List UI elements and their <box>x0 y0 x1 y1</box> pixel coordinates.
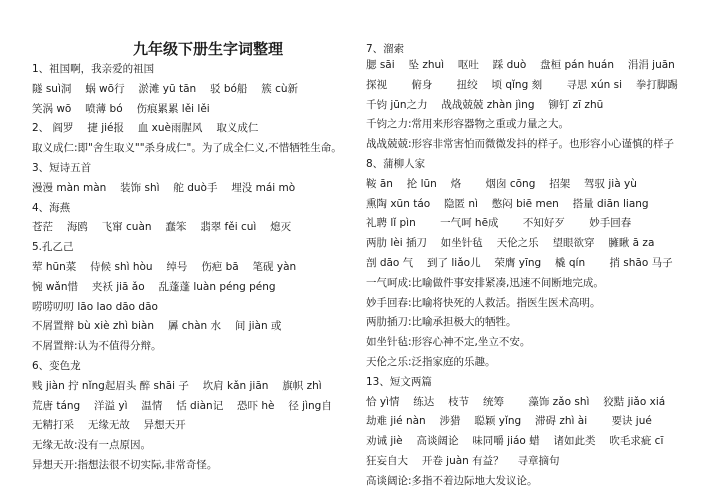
text-line: 惋 wǎn惜 夹袄 jiā ǎo 乱蓬蓬 luàn péng péng <box>32 280 276 293</box>
text-line: 天伦之乐:泛指家庭的乐趣。 <box>366 355 496 368</box>
right-lines <box>366 38 688 492</box>
section-heading: 5.孔乙己 <box>32 241 74 254</box>
text-line: 两肋 lèi 插刀 如坐针毡 天伦之乐 望眼欲穿 臃瞅 ā za <box>366 237 655 250</box>
text-line: 漫漫 màn màn 装饰 shì 舵 duò手 埋没 mái mò <box>32 181 296 194</box>
text-line: 荒唐 táng 洋溢 yì 温情 恬 diàn记 恐吓 hè 径 jìng自 <box>32 399 332 412</box>
text-line: 不屑置辩 bù xiè zhì biàn 羼 chàn 水 间 jiàn 或 <box>32 320 282 333</box>
text-line: 劝诫 jiè 高谈阔论 味同嚼 jiáo 蜡 诸如此类 吹毛求疵 cī <box>366 435 664 448</box>
text-line: 无缘无故:没有一点原因。 <box>32 439 152 452</box>
left-lines <box>32 60 354 476</box>
text-line: 腮 sāi 坠 zhuì 呕吐 踩 duò 盘桓 pán huán 涓涓 juān <box>366 59 675 71</box>
text-line: 如坐针毡:形容心神不定,坐立不安。 <box>366 336 531 349</box>
text-line: 贱 jiàn 拧 nǐng起眉头 醉 shāi 子 坎肩 kǎn jiān 旗帜 zhì <box>32 379 322 392</box>
section-heading: 4、海燕 <box>32 201 71 214</box>
text-line: 高谈阔论:多指不着边际地大发议论。 <box>366 474 538 487</box>
text-line: 千钧 jūn之力 战战兢兢 zhàn jìng 铆钉 zī zhū <box>366 98 604 111</box>
section-heading: 8、蒲柳人家 <box>366 157 426 170</box>
text-line: 熏陶 xūn táo 隐匿 nì 憋闷 biē men 搭量 diān liang <box>366 197 649 210</box>
text-line: 妙手回春:比喻将快死的人救活。指医生医术高明。 <box>366 296 601 309</box>
text-line: 苍茫 海鸥 飞窜 cuàn 蠢笨 翡翠 fěi cuì 熄灭 <box>32 221 292 234</box>
text-line: 荤 hūn菜 侍候 shì hòu 绰号 伤疤 bā 笔砚 yàn <box>32 260 297 273</box>
text-line: 狂妄自大 开卷 juàn 有益？ 寻章摘句 <box>366 454 560 467</box>
text-line: 千钧之力:常用来形容器物之重或力量之大。 <box>366 118 570 131</box>
section-heading: 7、溜索 <box>366 43 405 55</box>
text-line: 劫难 jié nàn 涉猎 聪颖 yǐng 滞碍 zhì ài 要诀 jué <box>366 415 652 428</box>
text-line: 唠唠叨叨 lāo lao dāo dāo <box>32 300 158 313</box>
text-line: 一气呵成:比喻做件事安排紧凑,迅速不间断地完成。 <box>366 276 604 289</box>
text-line: 恰 yì情 练达 枝节 统筹 藻饰 zǎo shì 狡黠 jiǎo xiá <box>366 395 666 408</box>
text-line: 异想天开:指想法很不切实际,非常奇怪。 <box>32 458 218 471</box>
section-heading: 1、祖国啊，我亲爱的祖国 <box>32 63 155 75</box>
text-line: 不屑置辩:认为不值得分辩。 <box>32 340 162 353</box>
right-column <box>366 38 688 492</box>
section-heading: 3、短诗五首 <box>32 161 92 174</box>
text-line: 鞍 ān 抡 lūn 烙 烟囱 cōng 招架 驾驭 jià yù <box>366 177 637 190</box>
text-line: 取义成仁:即"舍生取义""杀身成仁"。为了成全仁义,不惜牺牲生命。 <box>32 142 342 155</box>
document-page <box>22 38 688 487</box>
text-line: 礼聘 lǐ pìn 一气呵 hē成 不知好歹 妙手回春 <box>366 217 632 230</box>
page-title: 九年级下册生字词整理 <box>132 40 283 58</box>
section-heading: 13、短文两篇 <box>366 375 432 388</box>
text-line: 笑涡 wō 喷薄 bó 伤痕累累 lěi lěi <box>32 102 210 115</box>
text-line: 隧 suì洞 蜗 wō行 淤滩 yū tān 驳 bó船 簇 cù新 <box>32 82 299 95</box>
text-line: 两肋插刀:比喻承担极大的牺牲。 <box>366 316 517 329</box>
section-heading: 2、 阎罗 捷 jié报 血 xuè雨腥风 取义成仁 <box>32 122 259 135</box>
text-line: 剖 dāo 气 到了 liǎo儿 荣膺 yīng 橇 qín 捎 shāo 马子 <box>366 256 673 269</box>
text-line: 探视 俯身 扭绞 顷 qǐng 刻 寻思 xún si 拳打脚踢 <box>366 78 678 91</box>
left-column <box>32 38 354 476</box>
text-line: 战战兢兢:形容非常害怕而微微发抖的样子。也形容小心谨慎的样子 <box>366 138 675 151</box>
section-heading: 6、变色龙 <box>32 359 81 372</box>
text-line: 无精打采 无缘无故 异想天开 <box>32 419 186 432</box>
